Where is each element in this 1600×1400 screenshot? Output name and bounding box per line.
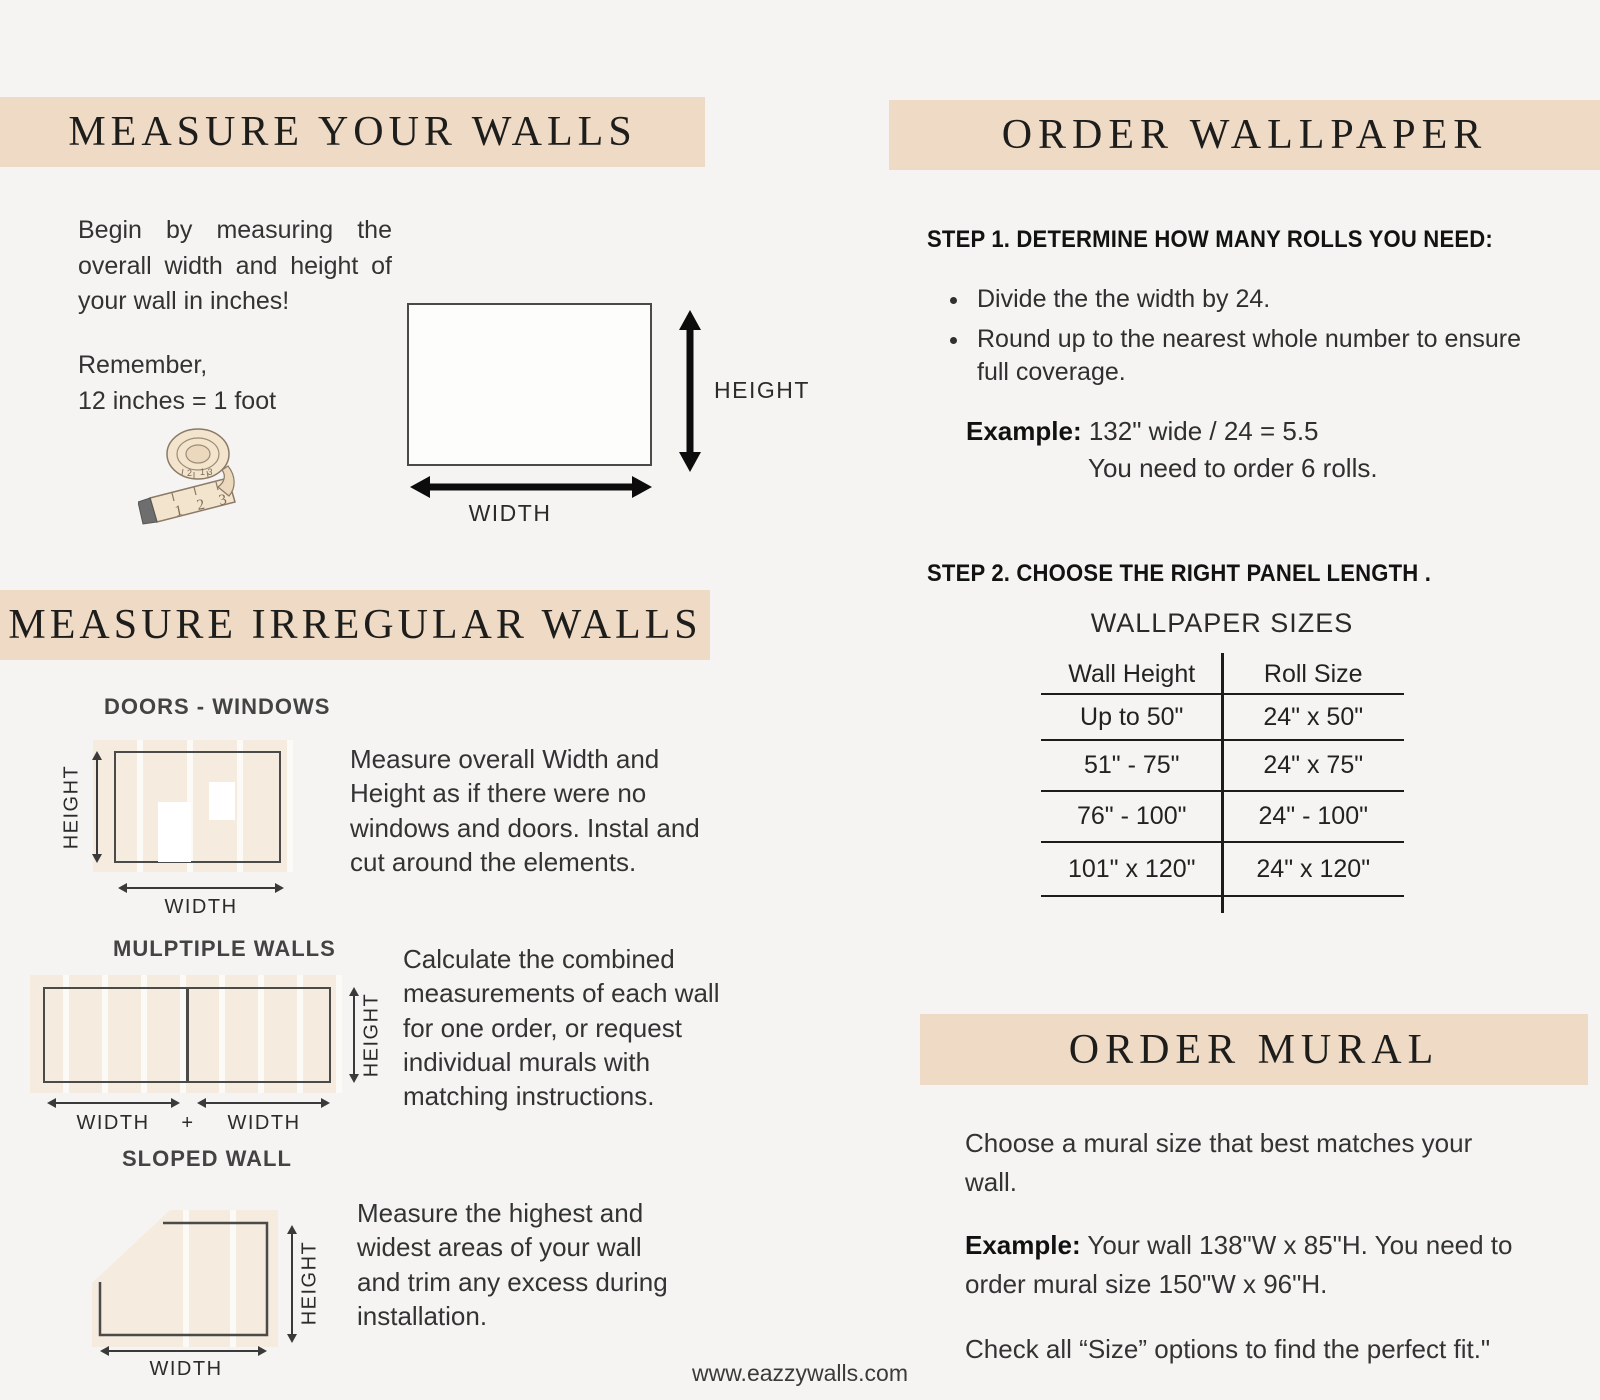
order-mural-title: ORDER MURAL: [1068, 1026, 1440, 1073]
svg-text:1 3: 1 3: [200, 467, 213, 477]
bullet-item: • Round up to the nearest whole number to ensure full coverage.: [971, 323, 1521, 390]
cell-roll-size: 24" x 120": [1256, 854, 1371, 883]
svg-text:2: 2: [195, 496, 207, 514]
doors-windows-label: DOORS - WINDOWS: [104, 694, 331, 719]
step1-example: [966, 416, 1378, 484]
doors-height-label: HEIGHT: [60, 764, 83, 850]
doors-width-arrow: [118, 881, 284, 895]
multiple-height-label: HEIGHT: [360, 992, 383, 1078]
svg-text:1: 1: [173, 502, 185, 520]
multiple-height-arrow: [347, 987, 361, 1083]
mural-text3: Check all “Size” options to find the perfect fit.": [965, 1334, 1491, 1364]
order-wallpaper-title: ORDER WALLPAPER: [1001, 112, 1488, 158]
order-wallpaper-header-band: [889, 100, 1600, 170]
cell-roll-size: 24" x 50": [1263, 702, 1364, 731]
example-line2: You need to order 6 rolls.: [1088, 453, 1378, 483]
multiple-width-label-left: WIDTH: [76, 1112, 150, 1134]
cell-wall-height: 76" - 100": [1077, 802, 1187, 830]
cell-wall-height: Up to 50": [1080, 702, 1184, 731]
multiple-width-label-right: WIDTH: [227, 1112, 301, 1134]
tape-measure-icon: [138, 420, 260, 526]
wall-divider-line: [186, 987, 189, 1083]
doors-wall-outline: [114, 751, 281, 863]
svg-text:2: 2: [187, 468, 193, 478]
width-label: WIDTH: [468, 500, 552, 526]
measure-walls-title: MEASURE YOUR WALLS: [68, 109, 637, 155]
bullet-item: • Divide the the width by 24.: [971, 283, 1521, 317]
window-shape: [209, 782, 235, 820]
step1-bullet-list: [945, 283, 1521, 396]
mural-text1: Choose a mural size that best matches your wall.: [965, 1128, 1473, 1197]
sloped-width-label: WIDTH: [149, 1358, 223, 1380]
mural-example-label: Example:: [965, 1230, 1081, 1260]
example-label: Example:: [966, 416, 1082, 446]
irregular-walls-title: MEASURE IRREGULAR WALLS: [8, 602, 702, 648]
multiple-width-arrow-left: [47, 1096, 180, 1110]
sloped-wall-label: SLOPED WALL: [122, 1146, 292, 1171]
irregular-walls-header-band: [0, 590, 710, 660]
height-arrow: [676, 310, 704, 472]
multiple-width-arrow-right: [197, 1096, 330, 1110]
mural-example: [965, 1226, 1525, 1304]
height-label: HEIGHT: [714, 377, 810, 403]
mural-example-text: Your wall 138"W x 85"H. You need to order mural size 150"W x 96"H.: [965, 1230, 1513, 1299]
step1-heading: STEP 1. DETERMINE HOW MANY ROLLS YOU NEED:: [927, 226, 1493, 253]
sloped-height-arrow: [285, 1225, 299, 1343]
cell-wall-height: 101" x 120": [1067, 854, 1196, 883]
sloped-height-label: HEIGHT: [298, 1240, 321, 1326]
measure-walls-header-band: [0, 97, 705, 167]
remember-line1: Remember,: [78, 351, 208, 379]
door-shape: [158, 802, 191, 862]
wall-diagram: [407, 303, 652, 466]
order-mural-header-band: [920, 1014, 1588, 1085]
remember-line2: 12 inches = 1 foot: [78, 386, 277, 415]
doors-height-arrow: [90, 751, 104, 863]
cell-roll-size: 24" - 100": [1258, 802, 1368, 830]
example-text: 132" wide / 24 = 5.5: [1088, 416, 1319, 446]
table-column-divider: [1221, 653, 1224, 913]
cell-roll-size: 24" x 75": [1263, 751, 1364, 779]
measure-walls-intro: Begin by measuring the overall width and height of your wall in inches!: [78, 216, 392, 315]
width-arrow: [410, 473, 652, 501]
multiple-walls-text: Calculate the combined measurements of each wall for one order, or request individual murals with matching instructions.: [403, 944, 720, 1112]
wallpaper-sizes-table: [1041, 655, 1404, 897]
sloped-wall-text: Measure the highest and widest areas of your wall and trim any excess during installation.: [357, 1198, 668, 1331]
doors-windows-text: Measure overall Width and Height as if there were no windows and doors. Instal and cut around the elements.: [350, 744, 700, 877]
table-header-roll-size: Roll Size: [1263, 659, 1363, 688]
table-header-wall-height: Wall Height: [1068, 659, 1196, 688]
multiple-walls-label: MULPTIPLE WALLS: [113, 936, 336, 961]
sloped-width-arrow: [100, 1344, 267, 1358]
table-title: WALLPAPER SIZES: [1090, 608, 1354, 638]
remember-note: [78, 348, 276, 419]
cell-wall-height: 51" - 75": [1083, 751, 1180, 779]
plus-sign: +: [181, 1112, 195, 1134]
doors-width-label: WIDTH: [164, 896, 238, 918]
svg-text:3: 3: [217, 491, 229, 509]
step2-heading: STEP 2. CHOOSE THE RIGHT PANEL LENGTH .: [927, 560, 1432, 587]
website-url: www.eazzywalls.com: [692, 1360, 908, 1386]
